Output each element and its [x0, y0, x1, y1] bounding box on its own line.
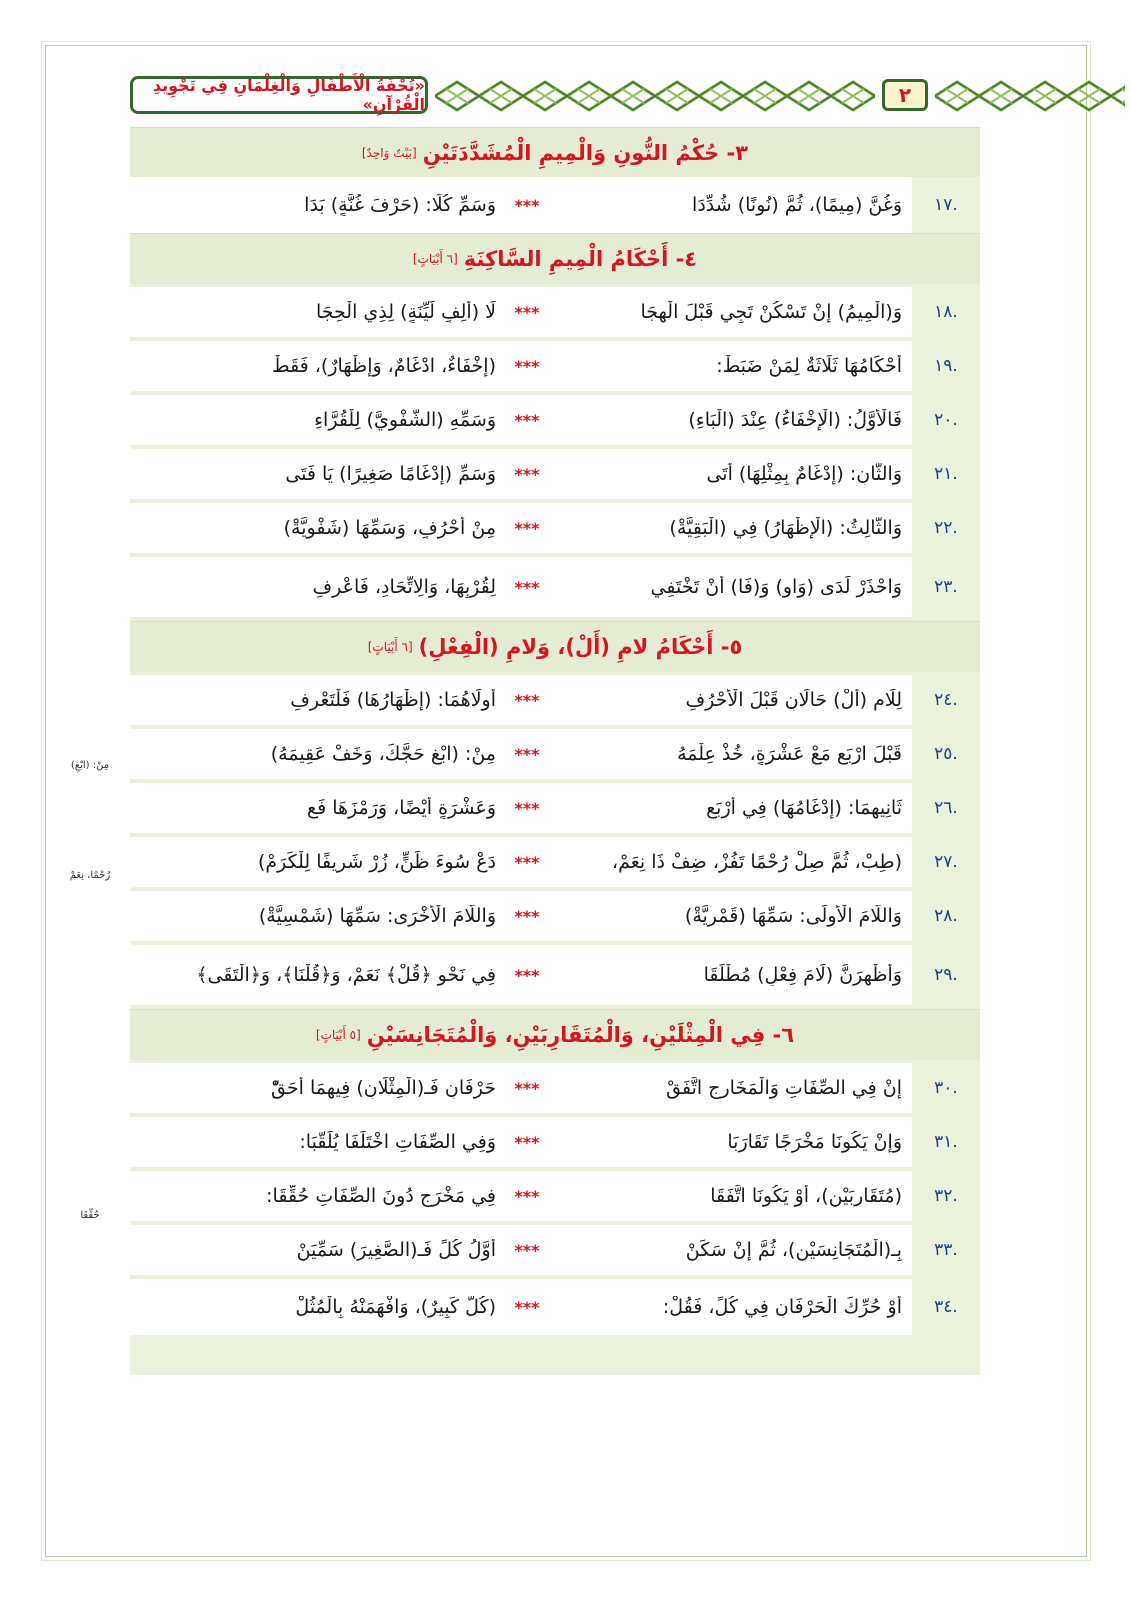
section-count: [بَيْتٌ وَاحِدٌ]	[361, 146, 417, 160]
verse-number: ٢٦.	[912, 783, 980, 833]
verse-separator: ***	[514, 965, 540, 985]
verse-separator: ***	[514, 1186, 540, 1206]
verse-row	[130, 1063, 980, 1113]
verse-second-half: فِي نَحْوِ ﴿قُلْ﴾ نَعَمْ، وَ﴿قُلْنَا﴾، وَ﴿الْتَقَى﴾	[196, 964, 496, 986]
verse-second-half: لِقُرْبِهَا، وَالِاتِّحَادِ، فَاعْرِفِ	[312, 576, 496, 598]
ornament-band-right	[935, 78, 1125, 114]
section-title: ٥- أَحْكَامُ لامِ (أَلْ)، وَلامِ (الْفِعْلِ)	[418, 635, 743, 659]
verse-row	[130, 287, 980, 337]
verse-second-half: وَسَمِّ كُلًّا: (حَرْفَ غُنَّةٍ) بَدَا	[304, 194, 496, 216]
verse-first-half: وَاللَّامَ الْأُولَى: سَمِّهَا (قَمْرِيَّةْ)	[684, 905, 902, 927]
verse-separator: ***	[514, 356, 540, 376]
verse-number: ١٩.	[912, 341, 980, 391]
verse-number: ٢٨.	[912, 891, 980, 941]
verse-first-half: أَحْكَامُهَا ثَلَاثَةٌ لِمَنْ ضَبَطْ:	[716, 355, 902, 377]
verse-first-half: (طِبْ، ثُمَّ صِلْ رُحْمًا تَفُزْ، ضِفْ ذَا نِعَمْ،	[611, 851, 902, 873]
verse-row	[130, 945, 980, 1005]
verse-separator: ***	[514, 798, 540, 818]
page-header	[130, 76, 1000, 116]
section-heading	[130, 233, 980, 284]
verse-separator: ***	[514, 690, 540, 710]
section-title: ٦- فِي الْمِثْلَيْنِ، وَالْمُتَقَارِبَيْنِ، وَالْمُتَجَانِسَيْنِ	[366, 1023, 795, 1047]
verse-separator: ***	[514, 1240, 540, 1260]
verse-first-half: لِلَامِ (أَلْ) حَالَانِ قَبْلَ الْأَحْرُفِ	[685, 689, 902, 711]
verse-row	[130, 729, 980, 779]
verse-number: ٢٧.	[912, 837, 980, 887]
poem-panel	[130, 127, 980, 1375]
verse-first-half: قَبْلَ ارْبَعٍ مَعْ عَشْرَةٍ، خُذْ عِلْمَهُ	[677, 743, 902, 765]
section-heading	[130, 621, 980, 672]
verse-number: ٣٣.	[912, 1225, 980, 1275]
verse-second-half: وَفِي الصِّفَاتِ اخْتَلَفَا يُلَقَّبَا:	[299, 1131, 496, 1153]
verse-second-half: أَوَّلُ كُلٍّ فَـ(الصَّغِيرَ) سَمِّيَنْ	[296, 1239, 496, 1261]
verse-first-half: إِنْ فِي الصِّفَاتِ وَالْمَخَارِجِ اتَّفَقْ	[666, 1077, 902, 1099]
verse-first-half: وَاحْذَرْ لَدَى (وَاوٍ) وَ(فَا) أَنْ تَخْتَفِي	[650, 576, 902, 598]
verse-separator: ***	[514, 1132, 540, 1152]
verse-number: ٢٥.	[912, 729, 980, 779]
verse-separator: ***	[514, 852, 540, 872]
verse-row	[130, 395, 980, 445]
verse-row	[130, 1225, 980, 1275]
verse-first-half: ثَانِيهِمَا: (إِدْغَامُهَا) فِي أَرْبَعِ	[706, 797, 902, 819]
verse-second-half: وَاللَّامَ الْأُخْرَى: سَمِّهَا (شَمْسِيَّةْ)	[258, 905, 496, 927]
verse-row	[130, 557, 980, 617]
ornament-band-left	[435, 78, 875, 114]
verse-row	[130, 1279, 980, 1335]
verse-first-half: أَوْ حُرِّكَ الْحَرْفَانِ فِي كُلٍّ، فَقُلْ:	[662, 1296, 902, 1318]
section-title: ٤- أَحْكَامُ الْمِيمِ السَّاكِنَةِ	[463, 247, 698, 271]
verse-number: ٢٣.	[912, 557, 980, 617]
verse-second-half: فِي مَخْرَجٍ دُونَ الصِّفَاتِ حُقِّقَا:	[266, 1185, 496, 1207]
verse-second-half: دَعْ سُوءَ ظَنٍّ، زُرْ شَرِيفًا لِلْكَرَمْ)	[257, 851, 496, 873]
verse-second-half: مِنْ: (ابْغِ حَجَّكَ، وَخَفْ عَقِيمَهُ)	[270, 743, 496, 765]
verse-first-half: وَ(الْمِيمُ) إِنْ تَسْكُنْ تَجِي قَبْلَ الْهِجَا	[640, 301, 902, 323]
verse-separator: ***	[514, 1297, 540, 1317]
verse-separator: ***	[514, 464, 540, 484]
verse-number: ٣٠.	[912, 1063, 980, 1113]
verse-row	[130, 177, 980, 233]
verse-second-half: وَسَمِّهِ (الشَّفْوِيَّ) لِلْقُرَّاءِ	[314, 409, 496, 431]
verse-second-half: وَعَشْرَةٍ أَيْضًا، وَرَمْزَهَا فَعِ	[307, 797, 496, 819]
verse-separator: ***	[514, 577, 540, 597]
verse-number: ٢٤.	[912, 675, 980, 725]
verse-first-half: وَغُنَّ (مِيمًا)، ثُمَّ (نُونًا) شُدِّدَا	[692, 194, 902, 216]
margin-note: مِنْ: (ابْغِ)	[70, 760, 110, 771]
verse-row	[130, 1171, 980, 1221]
verse-row	[130, 783, 980, 833]
section-count: [٥ أَبْيَاتٍ]	[315, 1028, 361, 1042]
verse-separator: ***	[514, 1078, 540, 1098]
verse-first-half: بِـ(الْمُتَجَانِسَيْنِ)، ثُمَّ إِنْ سَكَنْ	[685, 1239, 902, 1261]
verse-first-half: (مُتَقَارِبَيْنِ)، أَوْ يَكُونَا اتَّفَقَا	[710, 1185, 902, 1207]
verse-first-half: فَالْأَوَّلُ: (الْإِخْفَاءُ) عِنْدَ (الْبَاءِ)	[688, 409, 902, 431]
section-heading	[130, 1009, 980, 1060]
verse-second-half: مِنْ أَحْرُفٍ، وَسَمِّهَا (شَفْوِيَّةْ)	[283, 517, 496, 539]
verse-separator: ***	[514, 518, 540, 538]
verse-first-half: وَإِنْ يَكُونَا مَخْرَجًا تَقَارَبَا	[727, 1131, 902, 1153]
verse-number: ٣١.	[912, 1117, 980, 1167]
verse-first-half: وَأَظْهِرَنَّ (لَامَ فِعْلٍ) مُطْلَقَا	[703, 964, 902, 986]
verse-second-half: (كُلٌّ كَبِيرٌ)، وَافْهَمَنْهُ بِالْمُثُلْ	[295, 1296, 496, 1318]
section-count: [٦ أَبْيَاتٍ]	[367, 640, 413, 654]
verse-row	[130, 449, 980, 499]
verse-row	[130, 675, 980, 725]
verse-number: ١٨.	[912, 287, 980, 337]
verse-separator: ***	[514, 195, 540, 215]
book-title: «تُحْفَةُ الْأَطْفَالِ وَالْغِلْمَانِ فِي تَجْوِيدِ الْقُرْآنِ»	[130, 76, 428, 114]
verse-number: ٣٤.	[912, 1279, 980, 1335]
verse-second-half: حَرْفَانِ فَـ(الْمِثْلَانِ) فِيهِمَا أَحَقّْ	[271, 1077, 496, 1099]
verse-separator: ***	[514, 906, 540, 926]
verse-separator: ***	[514, 302, 540, 322]
section-title: ٣- حُكْمُ النُّونِ وَالْمِيمِ الْمُشَدَّدَتَيْنِ	[422, 141, 749, 165]
verse-second-half: وَسَمِّ (إِدْغَامًا صَغِيرًا) يَا فَتَى	[285, 463, 496, 485]
verse-number: ٢١.	[912, 449, 980, 499]
verse-first-half: وَالثَّالِثُ: (الْإِظْهَارُ) فِي (الْبَقِيَّةْ)	[669, 517, 902, 539]
verse-row	[130, 1117, 980, 1167]
verse-row	[130, 837, 980, 887]
verse-second-half: (إِخْفَاءٌ، ادْغَامٌ، وَإِظْهَارٌ)، فَقَطْ	[272, 355, 496, 377]
verse-number: ٢٢.	[912, 503, 980, 553]
verse-first-half: وَالثَّانِ: (إِدْغَامٌ بِمِثْلِهَا) أَتَى	[706, 463, 902, 485]
verse-row	[130, 341, 980, 391]
verse-row	[130, 891, 980, 941]
verse-separator: ***	[514, 410, 540, 430]
verse-separator: ***	[514, 744, 540, 764]
verse-second-half: أُولَاهُمَا: (إِظْهَارُهَا) فَلْتَعْرِفِ	[290, 689, 496, 711]
verse-second-half: لَا (أَلِفٍ لَيِّنَةٍ) لِذِي الْحِجَا	[315, 301, 496, 323]
verse-number: ٢٠.	[912, 395, 980, 445]
section-heading	[130, 127, 980, 178]
verse-number: ٣٢.	[912, 1171, 980, 1221]
verse-number: ٢٩.	[912, 945, 980, 1005]
margin-note: رُحْمًا، نِعَمْ	[69, 870, 111, 881]
verse-row	[130, 503, 980, 553]
page-number: ٢	[882, 79, 928, 111]
verse-number: ١٧.	[912, 177, 980, 233]
margin-note: حُقِّقَا	[80, 1210, 100, 1221]
section-count: [٦ أَبْيَاتٍ]	[412, 252, 458, 266]
